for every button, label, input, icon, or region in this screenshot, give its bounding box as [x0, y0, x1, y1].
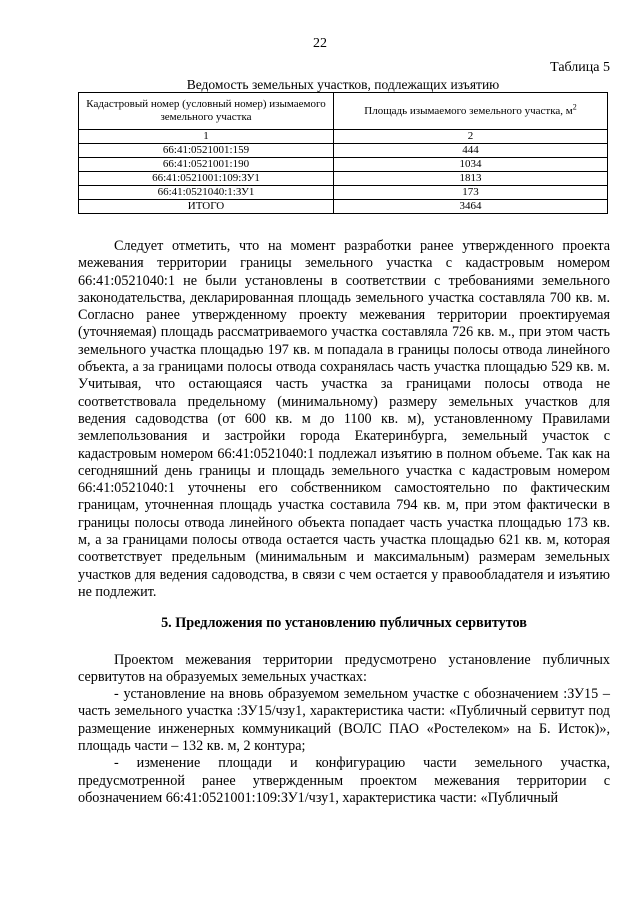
table-row	[79, 144, 608, 158]
section-list-item: - изменение площади и конфигурацию части земельного участка, предусмотренной ранее утвержденным проектом межевания территории с обозначением 66:41:0521001:109:ЗУ1/чзу1, характеристика части: «Публичный	[78, 755, 610, 806]
header-area-label: Площадь изымаемого земельного участка, м	[364, 104, 573, 117]
cadastral-number-cell: 66:41:0521040:1:ЗУ1	[79, 186, 334, 200]
table-caption: Таблица 5	[550, 60, 610, 75]
header-area-sup: 2	[572, 101, 577, 111]
area-cell: 173	[334, 186, 608, 200]
table-row	[79, 158, 608, 172]
table-row	[79, 172, 608, 186]
table-title: Ведомость земельных участков, подлежащих изъятию	[186, 77, 500, 92]
area-cell: 444	[334, 144, 608, 158]
column-number: 2	[334, 130, 608, 144]
cadastral-number-cell: 66:41:0521001:190	[79, 158, 334, 172]
document-body	[78, 238, 610, 807]
table-total-row	[79, 200, 608, 214]
cadastral-number-cell: 66:41:0521001:109:ЗУ1	[79, 172, 334, 186]
column-number: 1	[79, 130, 334, 144]
area-cell: 1034	[334, 158, 608, 172]
cadastral-number-cell: 66:41:0521001:159	[79, 144, 334, 158]
table-row	[79, 186, 608, 200]
area-cell: 1813	[334, 172, 608, 186]
total-area-cell: 3464	[334, 200, 608, 214]
section-heading: 5. Предложения по установлению публичных сервитутов	[161, 615, 527, 632]
table-column-numbers-row	[79, 130, 608, 144]
body-paragraph: Следует отметить, что на момент разработки ранее утвержденного проекта межевания территории границы земельного участка с кадастровым номером 66:41:0521040:1 не были установлены в соответствии с требованиями земельного законодательства, декларированная площадь земельного участка составляла 700 кв. м. Согласно ранее утвержденному проекту межевания территории проектируемая (уточняемая) площадь рассматриваемого участка составляла 726 кв. м., при этом часть земельного участка площадью 197 кв. м попадала в границы полосы отвода линейного объекта, а за границами полосы отвода сохранялась часть участка площадью 529 кв. м. Учитывая, что остающаяся часть участка за границами полосы отвода не соответствовала предельному (минимальному) размеру земельных участков для ведения садоводства (от 600 кв. м до 1100 кв. м), установленному Правилами землепользования и застройки города Екатеринбурга, земельный участок с кадастровым номером 66:41:0521040:1 подлежал изъятию в полном объеме. Так как на сегодняшний день границы и площадь земельного участка с кадастровым номером 66:41:0521040:1 уточнены его собственником самостоятельно по фактическим границам, уточненная площадь участка составила 794 кв. м, при этом фактически в границы полосы отвода линейного объекта попадает часть участка площадью 173 кв. м, а за границами полосы отвода остается часть участка площадью 621 кв. м, которая соответствует предельным (минимальным и максимальным) размерам земельных участков для ведения садоводства, в связи с чем остается у правообладателя и изъятию не подлежит.	[78, 238, 610, 600]
table-header-row	[79, 93, 608, 130]
total-label-cell: ИТОГО	[79, 200, 334, 214]
section-list-item: - установление на вновь образуемом земельном участке с обозначением :ЗУ15 – часть земельного участка :ЗУ15/чзу1, характеристика части: «Публичный сервитут под размещение инженерных коммуникаций (ВОЛС ПАО «Ростелеком» на Б. Исток)», площадь части – 132 кв. м, 2 контура;	[78, 686, 610, 755]
section-paragraph: Проектом межевания территории предусмотрено установление публичных сервитутов на образуемых земельных участках:	[78, 651, 610, 685]
header-area	[334, 93, 608, 130]
parcels-table	[78, 92, 608, 214]
header-cadastral-number: Кадастровый номер (условный номер) изымаемого земельного участка	[79, 93, 334, 130]
page-number: 22	[313, 36, 327, 51]
